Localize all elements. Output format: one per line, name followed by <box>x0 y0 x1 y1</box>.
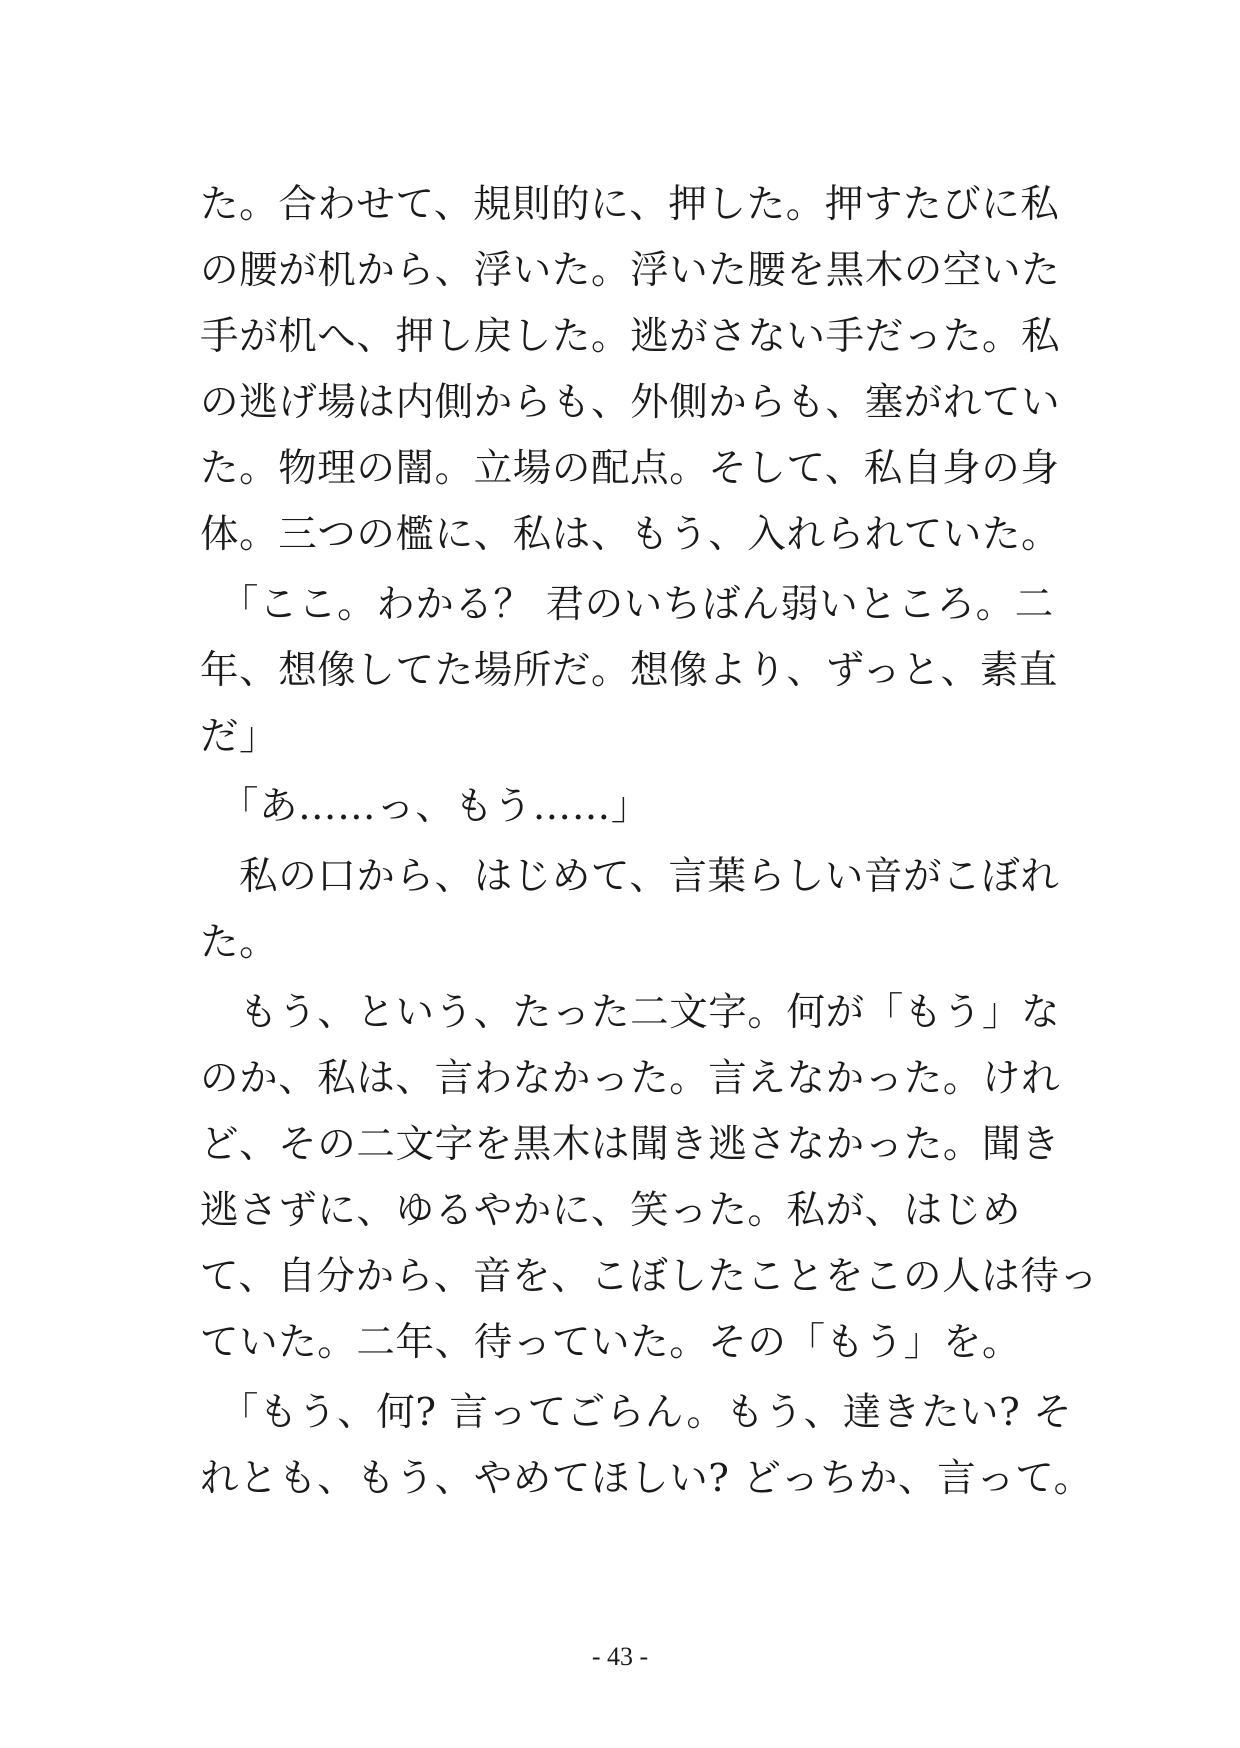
text-line: もう、という、たった二文字。何が「もう」な <box>200 990 1061 1035</box>
text-line: の腰が机から、浮いた。浮いた腰を黒木の空いた <box>200 248 1061 293</box>
text-line: た。 <box>200 920 279 965</box>
text-line: 逃さずに、ゆるやかに、笑った。私が、はじめ <box>200 1188 1022 1233</box>
text-line: だ」 <box>200 714 279 759</box>
text-line: 年、想像してた場所だ。想像より、ずっと、素直 <box>200 648 1058 693</box>
text-line: た。合わせて、規則的に、押した。押すたびに私 <box>200 182 1060 227</box>
text-line: ていた。二年、待っていた。その「もう」を。 <box>200 1320 1022 1365</box>
text-line: 体。三つの檻に、私は、もう、入れられていた。 <box>200 512 1061 557</box>
text-line: ど、その二文字を黒木は聞き逃さなかった。聞き <box>200 1122 1061 1167</box>
text-line: 「もう、何? 言ってごらん。もう、達きたい? そ <box>200 1390 1073 1435</box>
body-text <box>200 172 1099 1512</box>
text-line: れとも、もう、やめてほしい? どっちか、言って。 <box>200 1456 1093 1501</box>
text-line: 私の口から、はじめて、言葉らしい音がこぼれ <box>200 854 1060 899</box>
text-line: 「あ……っ、もう……」 <box>200 784 650 829</box>
text-line: て、自分から、音を、こぼしたことをこの人は待っ <box>200 1254 1099 1299</box>
text-line: のか、私は、言わなかった。言えなかった。けれ <box>200 1056 1061 1101</box>
text-line: 「ここ。わかる？ 君のいちばん弱いところ。二 <box>200 582 1054 627</box>
text-line: た。物理の闇。立場の配点。そして、私自身の身 <box>200 446 1060 491</box>
text-line: 手が机へ、押し戻した。逃がさない手だった。私 <box>200 314 1061 359</box>
text-line: の逃げ場は内側からも、外側からも、塞がれてい <box>200 380 1061 425</box>
page-number: - 43 - <box>591 1642 649 1671</box>
